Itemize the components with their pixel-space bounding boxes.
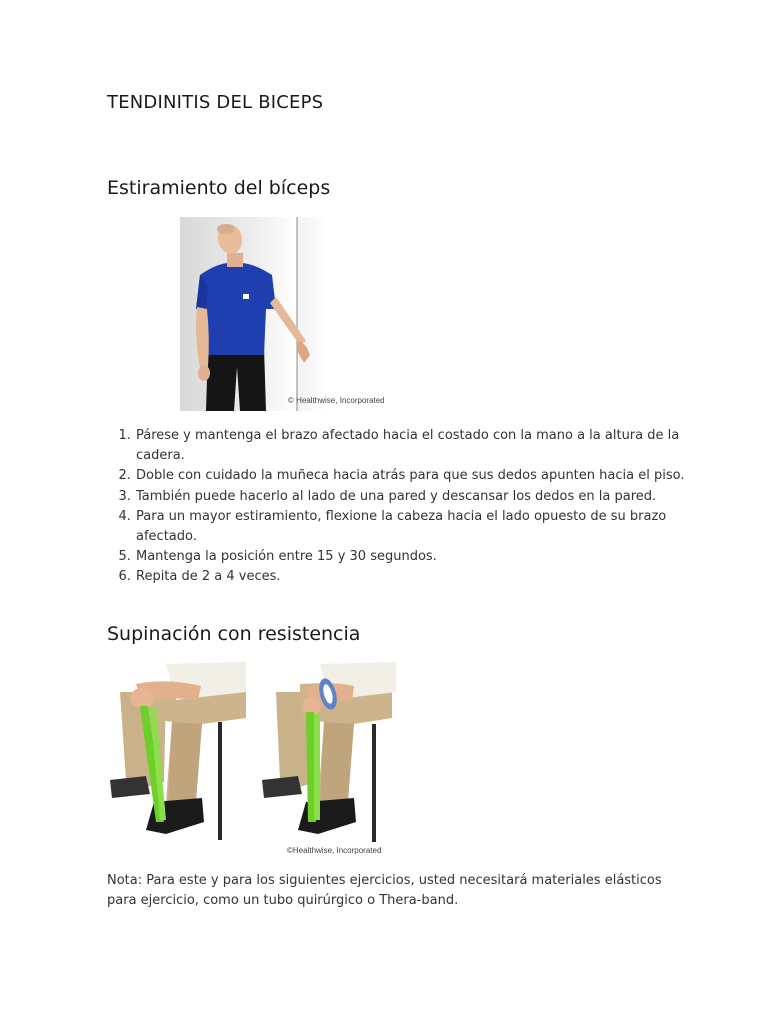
list-item: 1. Párese y mantenga el brazo afectado hacia el costado con la mano a la altura de la cadera.	[135, 426, 695, 466]
list-item: 2. Doble con cuidado la muñeca hacia atrás para que sus dedos apunten hacia el piso.	[135, 466, 695, 486]
image-credit: © Healthwise, Incorporated	[288, 396, 385, 405]
page-title: TENDINITIS DEL BICEPS	[107, 92, 324, 113]
section-heading-biceps-stretch: Estiramiento del bíceps	[107, 177, 331, 199]
section-heading-resisted-supination: Supinación con resistencia	[107, 623, 361, 645]
elastic-band-note: Nota: Para este y para los siguientes ejercicios, usted necesitará materiales elásticos para ejercicio, como un tubo quirúrgico o Thera-band.	[107, 873, 662, 908]
biceps-stretch-illustration	[180, 217, 400, 411]
list-item: 5. Mantenga la posición entre 15 y 30 segundos.	[135, 547, 695, 567]
list-item: 6. Repita de 2 a 4 veces.	[135, 567, 695, 587]
image-credit: ©Healthwise, Incorporated	[287, 846, 382, 855]
list-item: 3. También puede hacerlo al lado de una pared y descansar los dedos en la pared.	[135, 487, 695, 507]
list-item: 4. Para un mayor estiramiento, flexione la cabeza hacia el lado opuesto de su brazo afectado.	[135, 507, 695, 547]
stretch-steps-list	[107, 426, 695, 588]
resisted-supination-illustration	[106, 662, 396, 858]
